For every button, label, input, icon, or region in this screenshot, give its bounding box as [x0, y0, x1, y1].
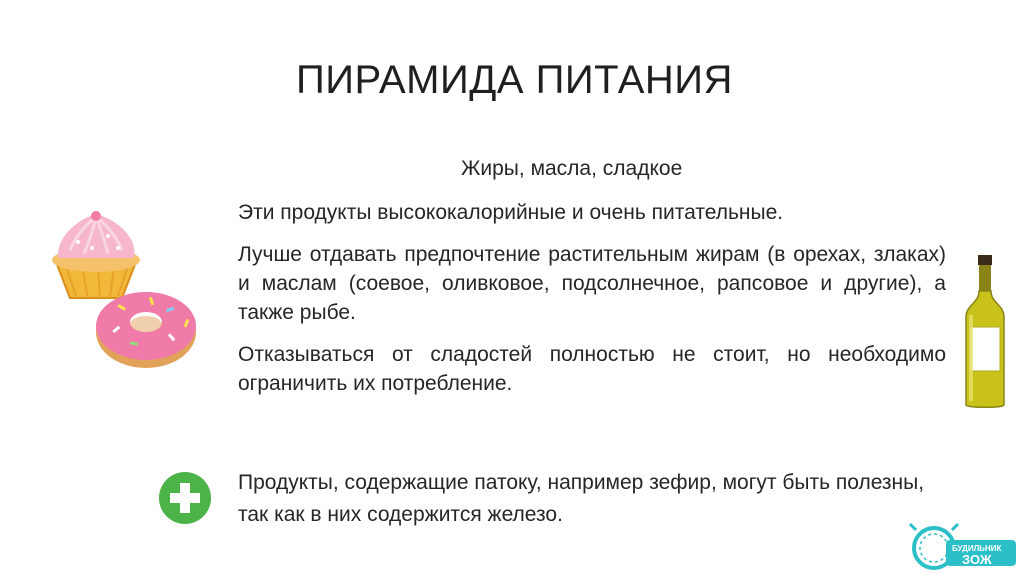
- paragraph-sweets: Отказываться от сладостей полностью не стоит, но необходимо ограничить их потребление.: [238, 343, 946, 395]
- oil-bottle-icon: [960, 255, 1010, 410]
- paragraph-plant-fats: Лучше отдавать предпочтение растительным жирам (в орехах, злаках) и маслам (соевое, оливковое, подсолнечное, рапсовое и другие), а также рыбе.: [238, 243, 946, 324]
- note-molasses: Продукты, содержащие патоку, например зефир, могут быть полезны, так как в них содержится железо.: [238, 471, 925, 526]
- cupcake-donut-icon: [48, 210, 198, 370]
- budilnik-zozh-logo: [906, 520, 1018, 572]
- slide-title: ПИРАМИДА ПИТАНИЯ: [296, 58, 733, 102]
- logo-line2: ЗОЖ: [962, 552, 992, 567]
- slide-subtitle: Жиры, масла, сладкое: [461, 157, 683, 180]
- logo-line1: БУДИЛЬНИК: [952, 544, 1002, 553]
- plus-circle-icon: [159, 472, 211, 524]
- paragraph-calories: Эти продукты высококалорийные и очень питательные.: [238, 201, 784, 224]
